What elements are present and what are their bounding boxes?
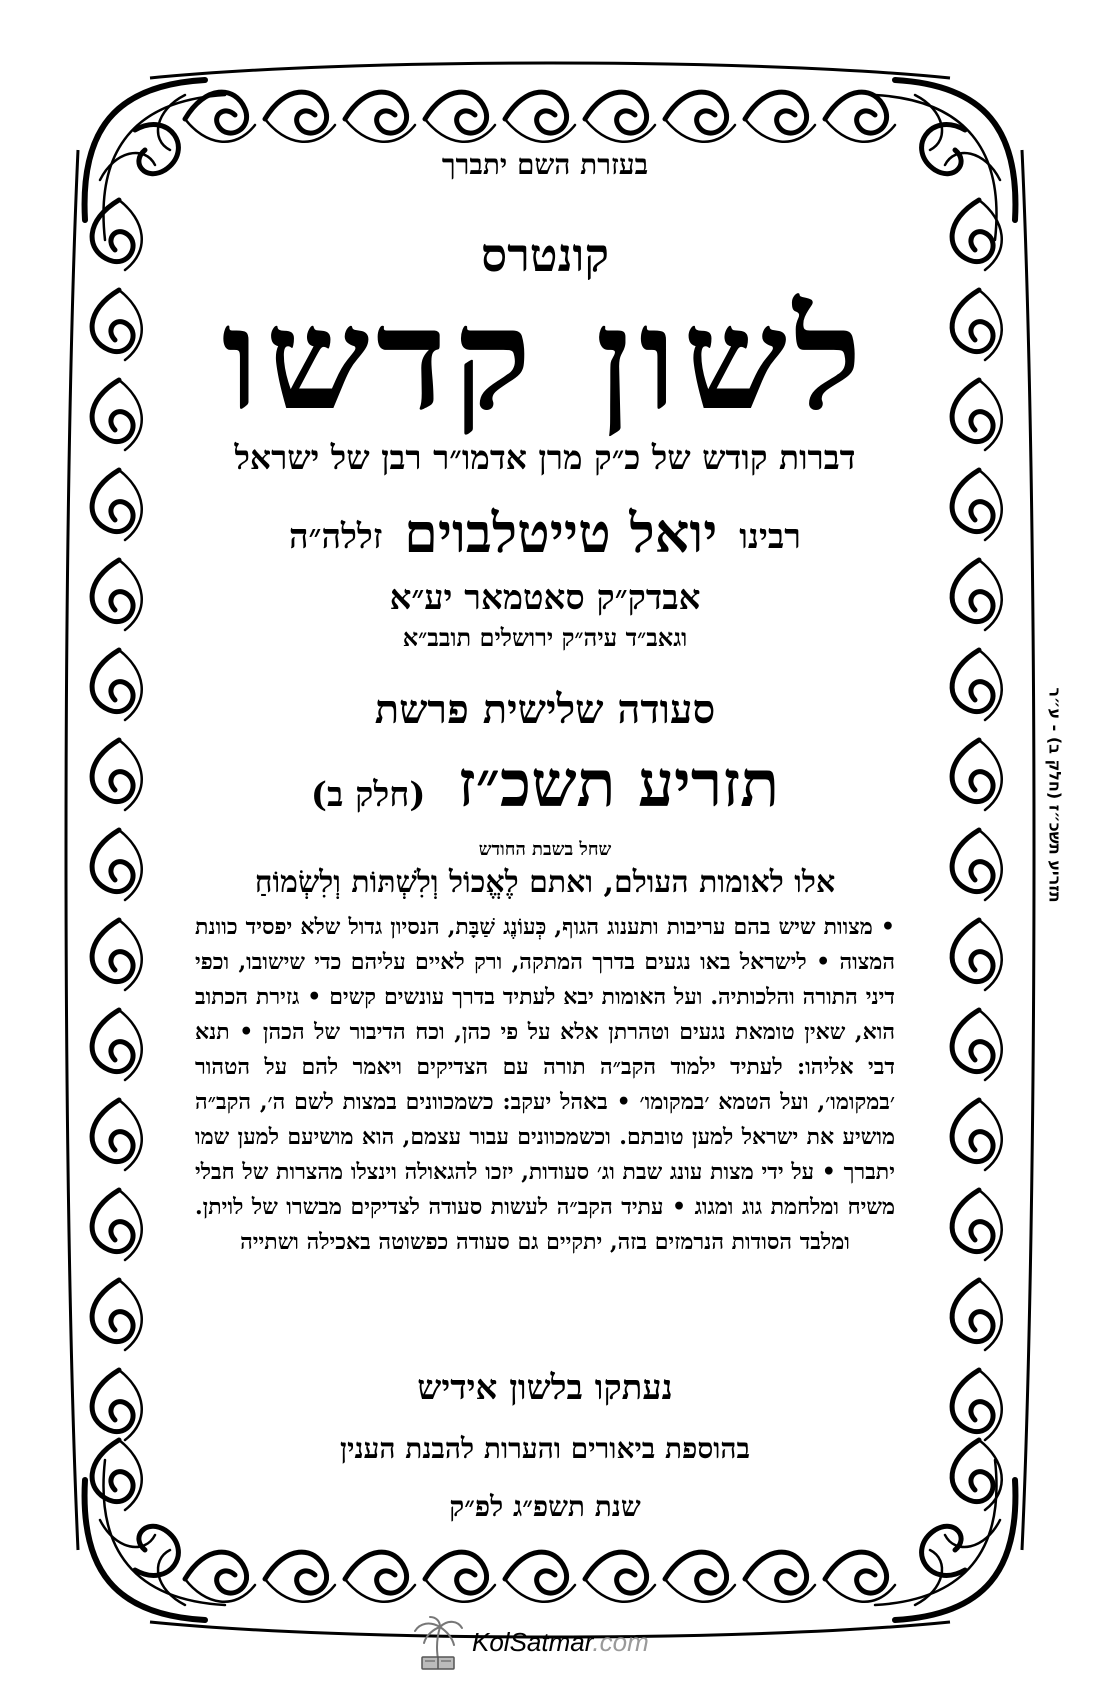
- kuntres-label: קונטרס: [481, 228, 609, 282]
- rebbe-secondary-title: וגאב״ד עיה״ק ירושלים תובב״א: [402, 623, 688, 652]
- logo-brand: KolSatmar: [472, 1627, 593, 1657]
- kolsatmar-logo[interactable]: [410, 1615, 690, 1675]
- parsha-line: [195, 747, 895, 822]
- rebbe-suffix: זללה״ה: [289, 517, 383, 557]
- logo-tld: .com: [592, 1627, 649, 1657]
- shabbos-note: שחל בשבת החודש: [478, 839, 612, 860]
- parsha-name: תזריע תשכ״ז: [457, 747, 780, 822]
- summary-paragraph: • מצוות שיש בהם עריבות ותענוג הגוף, כְּעוֹנֶג שַׁבָּת, הנסיון גדול שלא יפסיד כוונת המצוה • לישראל באו נגעים בדרך המתקה, ורק לאיים עליהם כדי שישובו, וכפי דיני התורה והלכותיה. ועל האומות יבא לעתיד בדרך עונשים קשים • גזירת הכתוב הוא, שאין טומאת נגעים וטהרתן אלא על פי כהן, וכח הדיבור של הכהן • תנא דבי אליהו: לעתיד ילמוד הקב״ה תורה עם הצדיקים ויאמר להם על הטהור ׳במקומו׳, ועל הטמא ׳במקומו׳ • באהל יעקב: כשמכוונים במצות לשם ה׳, הקב״ה מושיע את ישראל למען טובתם. וכשמכוונים עבור עצמם, הוא מושיעם למען שמו יתברך • על ידי מצות עונג שבת וג׳ סעודות, יזכו להגאולה וינצלו מהצרות של חבלי משיח ומלחמת גוג ומגוג • עתיד הקב״ה לעשות סעודה לצדיקים מבשרו של לויתן. ומלבד הסודות הנרמזים בזה, יתקיים גם סעודה כפשוטה באכילה ושתייה: [195, 914, 895, 1255]
- rebbe-prefix: רבינו: [739, 517, 801, 557]
- side-running-label: תזריע תשכ״ז (חלק ב) - ע״ר: [1045, 687, 1065, 903]
- part-label: (חלק ב): [310, 775, 426, 815]
- main-title: לשון קדשו: [221, 278, 869, 442]
- section-heading: אלו לאומות העולם, ואתם לֶאֱכוֹל וְלִשְׁתּוֹת וְלִשְׂמוֹחַ: [254, 865, 836, 900]
- occasion: סעודה שלישית פרשת: [374, 686, 716, 733]
- title-page: [195, 140, 895, 1523]
- logo-wordmark: [472, 1627, 649, 1658]
- rebbe-city: אבדק״ק סאטמאר יע״א: [389, 578, 701, 618]
- subtitle: דברות קודש של כ״ק מרן אדמו״ר רבן של ישראל: [234, 438, 856, 477]
- blessing-header: בעזרת השם יתברך: [441, 148, 649, 181]
- additions-note: בהוספת ביאורים והערות להבנת הענין: [339, 1432, 751, 1465]
- palm-tree-book-icon: [410, 1615, 466, 1673]
- rebbe-name: יואל טייטלבוים: [404, 501, 718, 565]
- year-line: שנת תשפ״ג לפ״ק: [449, 1490, 641, 1523]
- rebbe-line: [195, 501, 895, 565]
- translation-note: נעתקו בלשון אידיש: [417, 1368, 673, 1408]
